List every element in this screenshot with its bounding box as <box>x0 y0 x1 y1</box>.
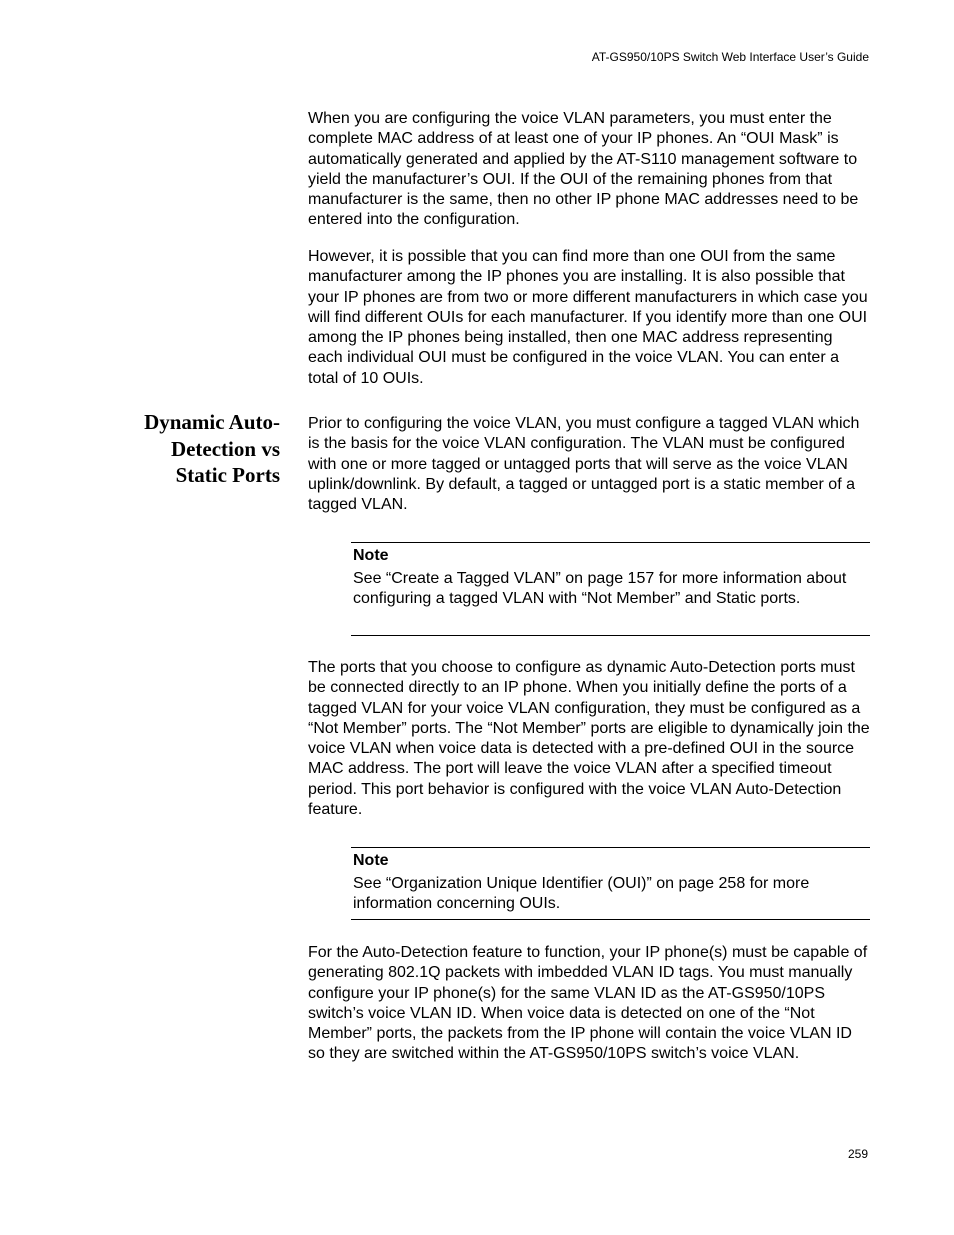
section-heading-line-2: Detection vs <box>170 436 280 461</box>
note-title: Note <box>353 852 389 869</box>
section-heading-line-3: Static Ports <box>175 463 280 487</box>
section-heading-line-1: Dynamic Auto- <box>144 410 280 434</box>
note-box-2 <box>351 847 870 920</box>
section-heading <box>100 409 280 489</box>
running-header: AT-GS950/10PS Switch Web Interface User’s Guide <box>591 50 869 64</box>
note-box-1 <box>351 542 870 636</box>
note-title: Note <box>353 547 389 564</box>
paragraph-text: When you are configuring the voice VLAN parameters, you must enter the complete MAC address of at least one of your IP phones. An “OUI Mask” is automatically generated and applied by the AT-S110 management software to yield the manufacturer’s OUI. If the OUI of the remaining phones from that manufacturer is the same, then no other IP phone MAC addresses need to be entered into the configuration. <box>308 110 859 229</box>
section-paragraph-2 <box>308 658 870 820</box>
paragraph-text: The ports that you choose to configure as dynamic Auto-Detection ports must be connected directly to an IP phone. When you initially define the ports of a tagged VLAN for your voice VLAN configuration, they must be configured as a “Not Member” ports. The “Not Member” ports are eligible to dynamically join the voice VLAN when voice data is detected with a pre-defined OUI in the source MAC address. The port will leave the voice VLAN after a specified timeout period. This port behavior is configured with the voice VLAN Auto-Detection feature. <box>308 659 870 819</box>
paragraph-text: However, it is possible that you can find more than one OUI from the same manufacturer among the IP phones you are installing. It is also possible that your IP phones are from two or more different manufacturers in which case you will find different OUIs for each manufacturer. If you identify more than one OUI among the IP phones being installed, then one MAC address representing each individual OUI must be configured in the voice VLAN. You can enter a total of 10 OUIs. <box>308 248 868 387</box>
page-number: 259 <box>847 1147 868 1161</box>
note-text: See “Create a Tagged VLAN” on page 157 for more information about configuring a tagged VLAN with “Not Member” and Static ports. <box>353 570 847 608</box>
paragraph-text: Prior to configuring the voice VLAN, you must configure a tagged VLAN which is the basis for the voice VLAN configuration. The VLAN must be configured with one or more tagged or untagged ports that will serve as the voice VLAN uplink/downlink. By default, a tagged or untagged port is a static member of a tagged VLAN. <box>308 415 860 514</box>
intro-paragraph-2 <box>308 247 870 389</box>
intro-paragraph-1 <box>308 109 870 231</box>
note-text: See “Organization Unique Identifier (OUI)” on page 258 for more information concerning OUIs. <box>353 875 810 913</box>
section-paragraph-3 <box>308 943 870 1065</box>
paragraph-text: For the Auto-Detection feature to function, your IP phone(s) must be capable of generating 802.1Q packets with imbedded VLAN ID tags. You must manually configure your IP phone(s) for the same VLAN ID as the AT-GS950/10PS switch’s voice VLAN ID. When voice data is detected on one of the “Not Member” ports, the packets from the IP phone will contain the voice VLAN ID so they are switched within the AT-GS950/10PS switch’s voice VLAN. <box>308 944 868 1063</box>
section-paragraph-1 <box>308 414 870 515</box>
